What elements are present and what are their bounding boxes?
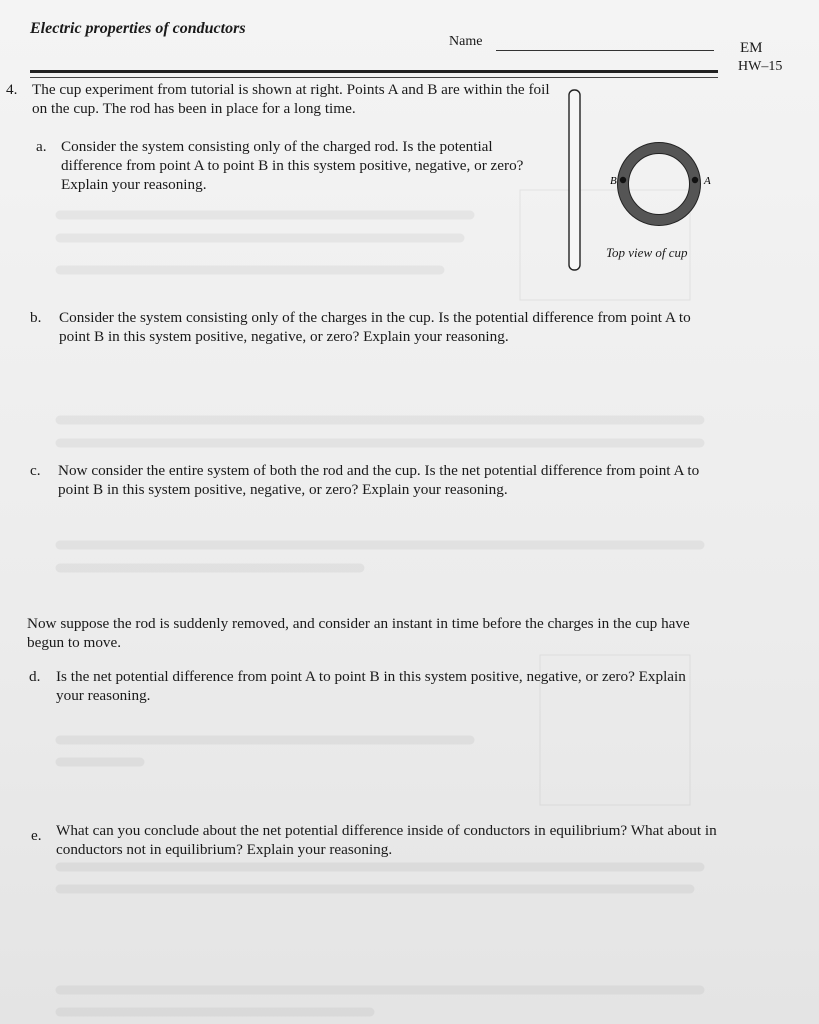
part-c-label: c.	[30, 462, 41, 479]
part-b-question: Consider the system consisting only of the charges in the cup. Is the potential difference from point A to point B in this system positive, negative, or zero? Explain your reasoning.	[59, 309, 691, 345]
part-b-label: b.	[30, 309, 42, 326]
cup-inner-edge	[629, 154, 690, 215]
problem-number: 4.	[6, 81, 18, 98]
part-d-label: d.	[29, 668, 41, 685]
cup-ring	[623, 148, 695, 220]
rod-removed-paragraph: Now suppose the rod is suddenly removed, and consider an instant in time before the charges in the cup have begun to move.	[27, 615, 690, 651]
charged-rod	[569, 90, 580, 270]
part-e-label: e.	[31, 827, 42, 844]
point-b-dot	[620, 177, 626, 183]
worksheet-title: Electric properties of conductors	[30, 20, 246, 37]
point-a-dot	[692, 177, 698, 183]
header-rule-thick	[30, 70, 718, 73]
figure-caption: Top view of cup	[606, 245, 688, 260]
course-code: EM	[740, 40, 763, 56]
part-d-question: Is the net potential difference from point A to point B in this system positive, negative, or zero? Explain your reasoning.	[56, 668, 686, 704]
point-a-label: A	[704, 175, 711, 187]
header-rule-thin	[30, 77, 718, 78]
name-blank-line[interactable]	[496, 50, 714, 51]
homework-code: HW–15	[738, 59, 783, 74]
name-label: Name	[449, 34, 483, 49]
part-c-question: Now consider the entire system of both the rod and the cup. Is the net potential difference from point A to point B in this system positive, negative, or zero? Explain your reasoning.	[58, 462, 700, 498]
part-a-question: Consider the system consisting only of the charged rod. Is the potential difference from point A to point B in this system positive, negative, or zero? Explain your reasoning.	[61, 138, 524, 193]
point-b-label: B	[610, 175, 617, 187]
part-e-question: What can you conclude about the net potential difference inside of conductors in equilibrium? What about in conductors not in equilibrium? Explain your reasoning.	[56, 822, 717, 858]
cup-outer-edge	[618, 143, 701, 226]
problem-intro: The cup experiment from tutorial is shown at right. Points A and B are within the foil on the cup. The rod has been in place for a long time.	[32, 81, 550, 117]
part-a-label: a.	[36, 138, 47, 155]
